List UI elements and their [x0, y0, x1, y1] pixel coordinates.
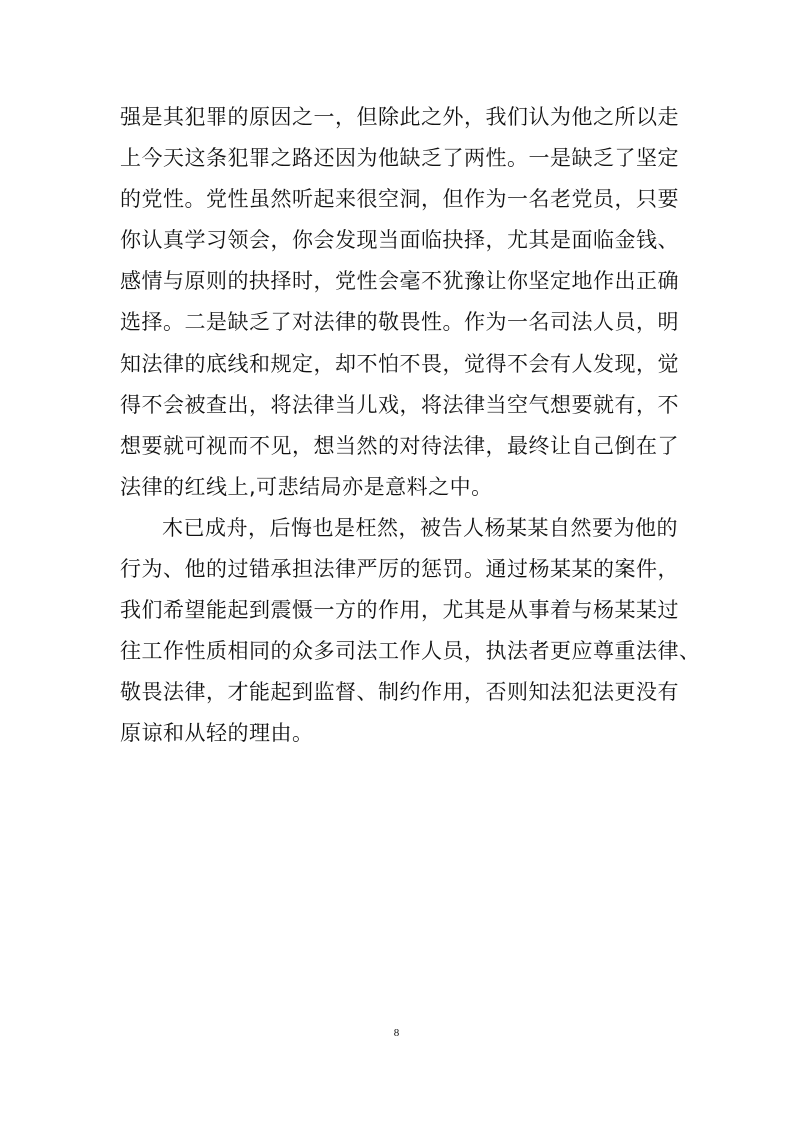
paragraph-first-line: 木已成舟，后悔也是枉然，被告人杨某某自然要为他的: [162, 515, 678, 540]
text-line: 敬畏法律，才能起到监督、制约作用，否则知法犯法更没有: [120, 680, 679, 705]
text-line: 原谅和从轻的理由。: [120, 721, 314, 746]
text-line: 上今天这条犯罪之路还因为他缺乏了两性。一是缺乏了坚定: [120, 146, 679, 171]
text-line: 知法律的底线和规定，却不怕不畏，觉得不会有人发现，觉: [120, 351, 679, 376]
text-line: 强是其犯罪的原因之一，但除此之外，我们认为他之所以走: [120, 105, 679, 129]
text-line: 选择。二是缺乏了对法律的敬畏性。作为一名司法人员，明: [120, 310, 679, 335]
page-number: 8: [393, 1027, 400, 1039]
text-line: 法律的红线上,可悲结局亦是意料之中。: [120, 474, 493, 499]
text-line: 感情与原则的抉择时，党性会毫不犹豫让你坚定地作出正确: [120, 269, 679, 294]
text-line: 得不会被查出，将法律当儿戏，将法律当空气想要就有，不: [120, 392, 679, 417]
text-line: 行为、他的过错承担法律严厉的惩罚。通过杨某某的案件，: [120, 557, 679, 582]
text-line: 想要就可视而不见，想当然的对待法律，最终让自己倒在了: [120, 433, 679, 458]
text-line: 我们希望能起到震慑一方的作用，尤其是从事着与杨某某过: [120, 598, 679, 623]
text-line: 的党性。党性虽然听起来很空洞，但作为一名老党员，只要: [120, 187, 679, 212]
text-line: 往工作性质相同的众多司法工作人员，执法者更应尊重法律、: [120, 639, 701, 664]
text-line: 你认真学习领会，你会发现当面临抉择，尤其是面临金钱、: [120, 228, 679, 253]
body-text: [120, 97, 701, 755]
